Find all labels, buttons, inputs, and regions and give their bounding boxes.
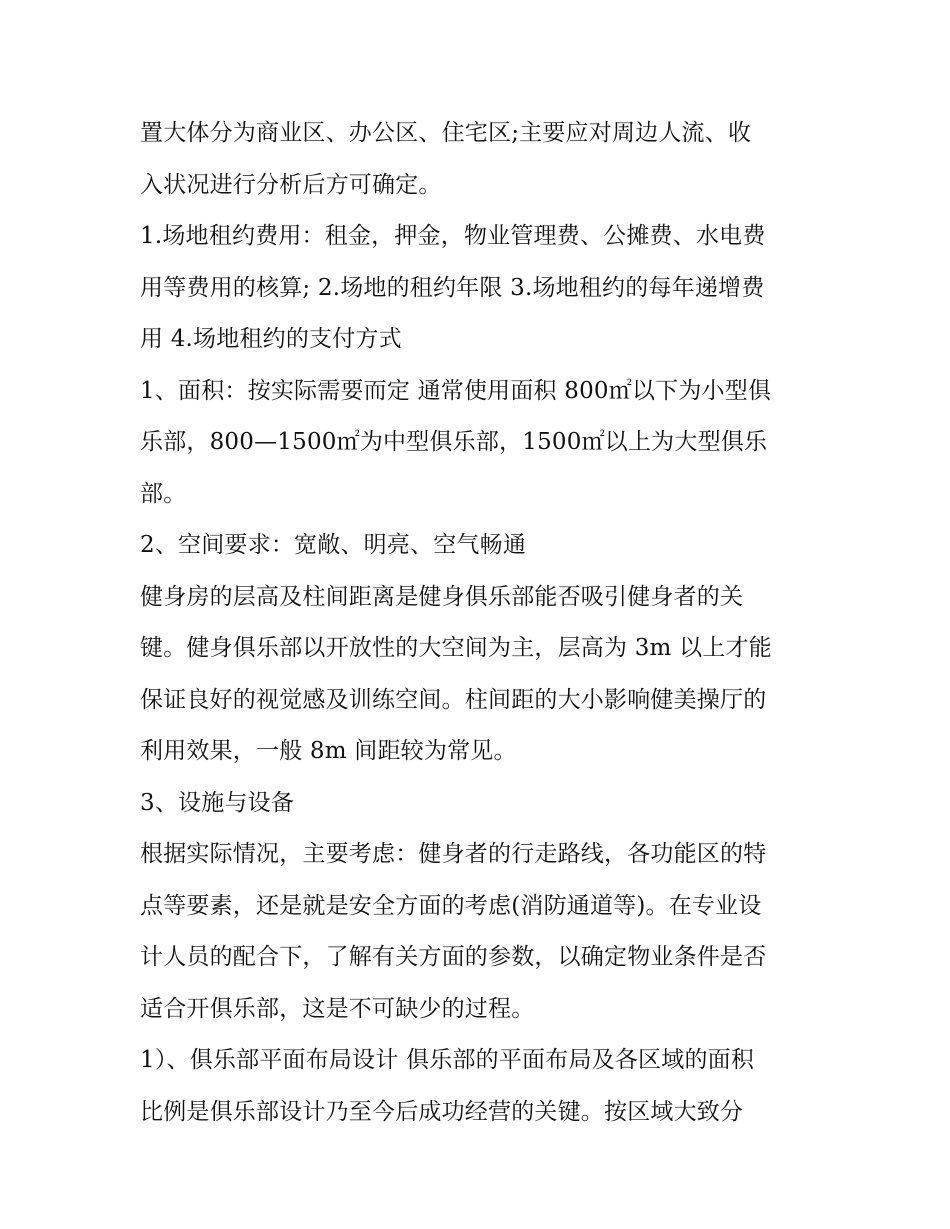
text-line: 乐部，800—1500㎡为中型俱乐部，1500㎡以上为大型俱乐 bbox=[140, 429, 768, 455]
text-line: 1、面积：按实际需要而定 通常使用面积 800㎡以下为小型俱 bbox=[140, 377, 772, 404]
text-line: 点等要素，还是就是安全方面的考虑(消防通道等)。在专业设 bbox=[140, 892, 762, 919]
text-line: 比例是俱乐部设计乃至今后成功经营的关键。按区域大致分 bbox=[140, 1098, 744, 1125]
text-line: 置大体分为商业区、办公区、住宅区;主要应对周边人流、收 bbox=[140, 120, 752, 146]
text-line: 用等费用的核算; 2.场地的租约年限 3.场地租约的每年递增费 bbox=[140, 274, 765, 301]
text-line: 入状况进行分析后方可确定。 bbox=[140, 171, 442, 198]
text-line: 根据实际情况，主要考虑：健身者的行走路线，各功能区的特 bbox=[140, 841, 767, 867]
text-line: 3、设施与设备 bbox=[140, 789, 295, 816]
document-body bbox=[140, 108, 820, 1138]
text-line: 1）、俱乐部平面布局设计 俱乐部的平面布局及各区域的面积 bbox=[140, 1047, 755, 1073]
text-line: 键。健身俱乐部以开放性的大空间为主，层高为 3m 以上才能 bbox=[140, 635, 772, 661]
text-line: 1.场地租约费用：租金，押金，物业管理费、公摊费、水电费 bbox=[140, 223, 766, 249]
text-line: 健身房的层高及柱间距离是健身俱乐部能否吸引健身者的关 bbox=[140, 583, 744, 610]
text-line: 利用效果，一般 8m 间距较为常见。 bbox=[140, 738, 517, 764]
text-line: 计人员的配合下，了解有关方面的参数，以确定物业条件是否 bbox=[140, 944, 767, 970]
text-line: 2、空间要求：宽敞、明亮、空气畅通 bbox=[140, 532, 527, 558]
text-line: 用 4.场地租约的支付方式 bbox=[140, 326, 402, 352]
text-line: 适合开俱乐部，这是不可缺少的过程。 bbox=[140, 995, 535, 1022]
text-line: 部。 bbox=[140, 480, 187, 507]
text-line: 保证良好的视觉感及训练空间。柱间距的大小影响健美操厅的 bbox=[140, 686, 767, 713]
